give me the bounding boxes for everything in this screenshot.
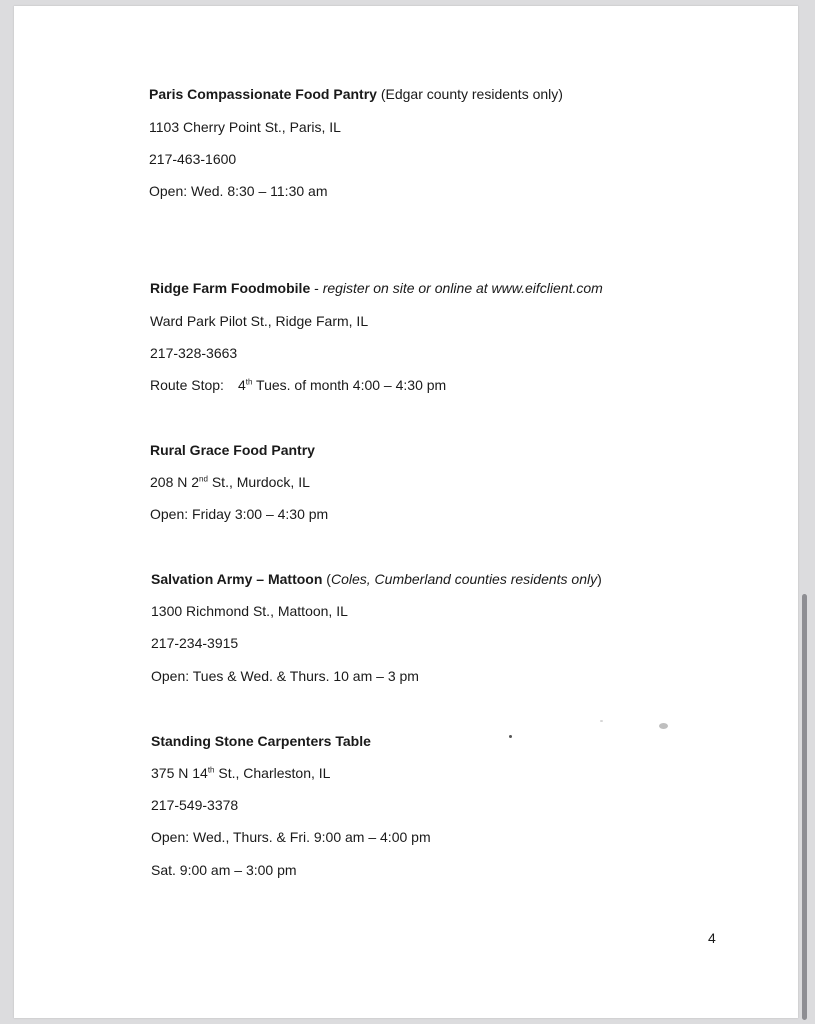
entry-hours: Open: Wed., Thurs. & Fri. 9:00 am – 4:00 pm bbox=[151, 829, 431, 845]
entry-address: 1300 Richmond St., Mattoon, IL bbox=[151, 603, 348, 619]
entry-note: Coles, Cumberland counties residents only bbox=[330, 571, 598, 587]
address-rest: St., Murdock, IL bbox=[207, 474, 310, 490]
scan-speck bbox=[600, 720, 603, 722]
entry-route-stop bbox=[150, 376, 446, 394]
scan-speck bbox=[509, 735, 512, 738]
note-open-paren: ( bbox=[322, 571, 331, 587]
address-rest: St., Charleston, IL bbox=[214, 765, 331, 781]
entry-phone: 217-234-3915 bbox=[151, 635, 239, 651]
entry-title bbox=[151, 570, 602, 588]
entry-note: (Edgar county residents only) bbox=[376, 86, 563, 102]
entry-name: Rural Grace Food Pantry bbox=[150, 442, 315, 458]
entry-note-separator: - bbox=[310, 280, 323, 296]
entry-phone: 217-549-3378 bbox=[151, 797, 239, 813]
scan-speck bbox=[659, 723, 668, 729]
page-number: 4 bbox=[708, 930, 716, 946]
route-time: Tues. of month 4:00 – 4:30 pm bbox=[252, 377, 447, 393]
entry-address bbox=[150, 473, 310, 491]
address-suffix: nd bbox=[199, 474, 208, 484]
document-page bbox=[14, 6, 798, 1018]
entry-address: Ward Park Pilot St., Ridge Farm, IL bbox=[150, 313, 369, 329]
entry-address bbox=[151, 764, 330, 782]
address-suffix: th bbox=[207, 765, 215, 775]
route-ordinal-suffix: th bbox=[245, 377, 253, 387]
address-number: 208 N 2 bbox=[150, 474, 200, 490]
entry-hours-saturday: Sat. 9:00 am – 3:00 pm bbox=[151, 862, 297, 878]
entry-title bbox=[150, 279, 603, 297]
route-ordinal: 4 bbox=[237, 377, 246, 393]
entry-phone: 217-463-1600 bbox=[149, 151, 237, 167]
entry-hours: Open: Tues & Wed. & Thurs. 10 am – 3 pm bbox=[151, 668, 419, 684]
entry-hours: Open: Wed. 8:30 – 11:30 am bbox=[149, 183, 328, 199]
note-close-paren: ) bbox=[597, 571, 602, 587]
entry-address: 1103 Cherry Point St., Paris, IL bbox=[149, 119, 341, 135]
entry-title bbox=[149, 85, 563, 103]
entry-phone: 217-328-3663 bbox=[150, 345, 238, 361]
entry-name: Ridge Farm Foodmobile bbox=[150, 280, 311, 296]
entry-name: Salvation Army – Mattoon bbox=[151, 571, 323, 587]
entry-name: Standing Stone Carpenters Table bbox=[151, 733, 371, 749]
entry-name: Paris Compassionate Food Pantry bbox=[149, 86, 377, 102]
address-number: 375 N 14 bbox=[151, 765, 208, 781]
route-label: Route Stop: bbox=[150, 377, 224, 393]
vertical-scrollbar[interactable] bbox=[802, 594, 807, 1020]
entry-note: register on site or online at www.eifclient.com bbox=[322, 280, 603, 296]
entry-title bbox=[151, 732, 371, 750]
entry-hours: Open: Friday 3:00 – 4:30 pm bbox=[150, 506, 329, 522]
entry-title bbox=[150, 441, 315, 459]
